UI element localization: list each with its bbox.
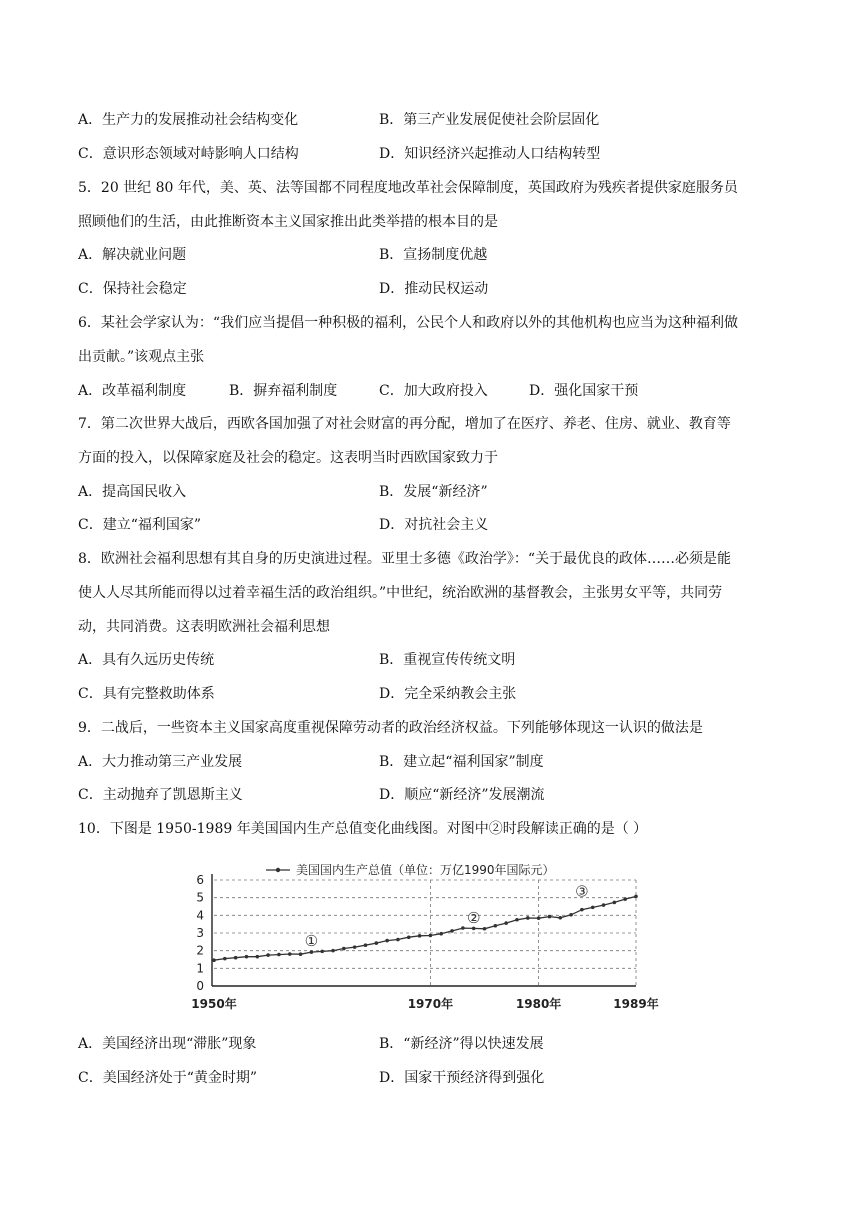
q9-option-a: A．大力推动第三产业发展 xyxy=(78,754,243,770)
y-tick-label: 3 xyxy=(196,926,204,940)
data-point xyxy=(429,934,433,938)
data-point xyxy=(342,947,346,951)
data-point xyxy=(591,906,595,910)
data-point xyxy=(266,953,270,957)
q7-option-a: A．提高国民收入 xyxy=(78,484,187,500)
data-point xyxy=(504,921,508,925)
x-tick-label: 1970年 xyxy=(407,997,454,1011)
y-tick-label: 5 xyxy=(196,890,204,905)
q4-option-d: D．知识经济兴起推动人口结构转型 xyxy=(379,146,601,162)
legend-label: 美国国内生产总值（单位：万亿1990年国际元） xyxy=(296,863,555,877)
data-point xyxy=(277,953,281,957)
y-tick-label: 1 xyxy=(196,961,204,976)
q4-option-b: B．第三产业发展促使社会阶层固化 xyxy=(379,112,600,128)
data-point xyxy=(483,927,487,931)
x-tick-label: 1980年 xyxy=(515,997,562,1011)
data-point xyxy=(385,939,389,943)
q6-stem-line1: 6．某社会学家认为：“我们应当提倡一种积极的福利，公民个人和政府以外的其他机构也应当为这种福利做 xyxy=(78,315,739,331)
q10-option-c: C．美国经济处于“黄金时期” xyxy=(78,1070,258,1086)
data-point xyxy=(450,929,454,933)
data-point xyxy=(331,949,335,953)
data-point xyxy=(418,934,422,938)
data-point xyxy=(255,955,259,959)
x-tick-label: 1989年 xyxy=(613,997,659,1011)
data-point xyxy=(537,916,541,920)
q8-stem-line3: 动，共同消费。这表明欧洲社会福利思想 xyxy=(78,619,330,635)
data-point xyxy=(310,950,314,954)
x-tick-label: 1950年 xyxy=(191,997,237,1011)
q6-option-a: A．改革福利制度 xyxy=(78,383,187,399)
data-point xyxy=(288,952,292,956)
q7-stem-line2: 方面的投入，以保障家庭及社会的稳定。这表明当时西欧国家致力于 xyxy=(78,450,498,466)
data-point xyxy=(634,895,638,899)
y-tick-label: 0 xyxy=(196,979,204,993)
data-point xyxy=(396,938,400,942)
q6-stem-line2: 出贡献。”该观点主张 xyxy=(78,349,205,365)
chart-legend xyxy=(266,862,555,877)
q8-option-b: B．重视宣传传统文明 xyxy=(379,652,516,668)
data-point xyxy=(364,943,368,947)
q6-option-c: C．加大政府投入 xyxy=(379,383,488,399)
q10-stem-line1: 10．下图是 1950-1989 年美国国内生产总值变化曲线图。对图中②时段解读正确的是（ ） xyxy=(78,821,648,837)
q6-option-b: B．摒弃福利制度 xyxy=(229,383,338,399)
data-point xyxy=(234,956,238,960)
data-point xyxy=(320,950,324,954)
q8-option-c: C．具有完整救助体系 xyxy=(78,686,215,702)
q5-option-d: D．推动民权运动 xyxy=(379,281,489,297)
data-point xyxy=(526,916,530,920)
data-point xyxy=(494,924,498,928)
y-tick-label: 2 xyxy=(196,943,204,958)
period-annotation: ① xyxy=(304,931,319,950)
q5-stem-line1: 5．20 世纪 80 年代，美、英、法等国都不同程度地改革社会保障制度，英国政府为残疾者提供家庭服务员 xyxy=(78,180,738,196)
data-point xyxy=(353,945,357,949)
period-annotation: ③ xyxy=(575,882,589,901)
q7-option-c: C．建立“福利国家” xyxy=(78,517,202,533)
data-point xyxy=(515,918,519,922)
q6-option-d: D．强化国家干预 xyxy=(529,383,639,399)
data-point xyxy=(548,915,552,919)
data-point xyxy=(623,897,627,901)
q10-option-a: A．美国经济出现“滞胀”现象 xyxy=(78,1036,257,1052)
data-point xyxy=(407,935,411,939)
data-point xyxy=(558,916,562,920)
data-point xyxy=(569,913,573,917)
q7-option-b: B．发展“新经济” xyxy=(379,484,488,500)
q7-option-d: D．对抗社会主义 xyxy=(379,517,489,533)
q8-option-a: A．具有久远历史传统 xyxy=(78,652,215,668)
data-point xyxy=(375,941,379,945)
data-point xyxy=(580,908,584,912)
q10-option-d: D．国家干预经济得到强化 xyxy=(379,1070,545,1086)
data-point xyxy=(439,932,443,936)
q5-stem-line2: 照顾他们的生活，由此推断资本主义国家推出此类举措的根本目的是 xyxy=(78,214,498,230)
data-point xyxy=(613,901,617,905)
data-point xyxy=(245,955,249,959)
q8-option-d: D．完全采纳教会主张 xyxy=(379,686,517,702)
q8-stem-line1: 8．欧洲社会福利思想有其自身的历史演进过程。亚里士多德《政治学》：“关于最优良的政体……必须是能 xyxy=(78,551,732,567)
y-tick-label: 4 xyxy=(196,908,204,923)
q9-option-c: C．主动抛弃了凯恩斯主义 xyxy=(78,787,243,803)
data-point xyxy=(299,952,303,956)
q9-option-d: D．顺应“新经济”发展潮流 xyxy=(379,787,545,803)
q5-option-a: A．解决就业问题 xyxy=(78,247,187,263)
q5-option-b: B．宣扬制度优越 xyxy=(379,247,488,263)
q4-option-a: A．生产力的发展推动社会结构变化 xyxy=(78,112,299,128)
q10-option-b: B．“新经济”得以快速发展 xyxy=(379,1036,544,1052)
q7-stem-line1: 7．第二次世界大战后，西欧各国加强了对社会财富的再分配，增加了在医疗、养老、住房、就业、教育等 xyxy=(78,416,731,432)
q8-stem-line2: 使人人尽其所能而得以过着幸福生活的政治组织。”中世纪，统治欧洲的基督教会，主张男女平等，共同劳 xyxy=(78,585,723,601)
data-point xyxy=(461,926,465,930)
period-annotation: ② xyxy=(466,908,481,927)
data-point xyxy=(602,903,606,907)
gdp-line-chart xyxy=(180,858,660,1018)
q5-option-c: C．保持社会稳定 xyxy=(78,281,187,297)
q9-option-b: B．建立起“福利国家”制度 xyxy=(379,754,544,770)
q4-option-c: C．意识形态领域对峙影响人口结构 xyxy=(78,146,299,162)
y-tick-label: 6 xyxy=(196,873,204,887)
data-point xyxy=(223,957,227,961)
data-point xyxy=(212,958,216,962)
q9-stem-line1: 9．二战后，一些资本主义国家高度重视保障劳动者的政治经济权益。下列能够体现这一认识的做法是 xyxy=(78,720,703,736)
data-point xyxy=(472,927,476,931)
